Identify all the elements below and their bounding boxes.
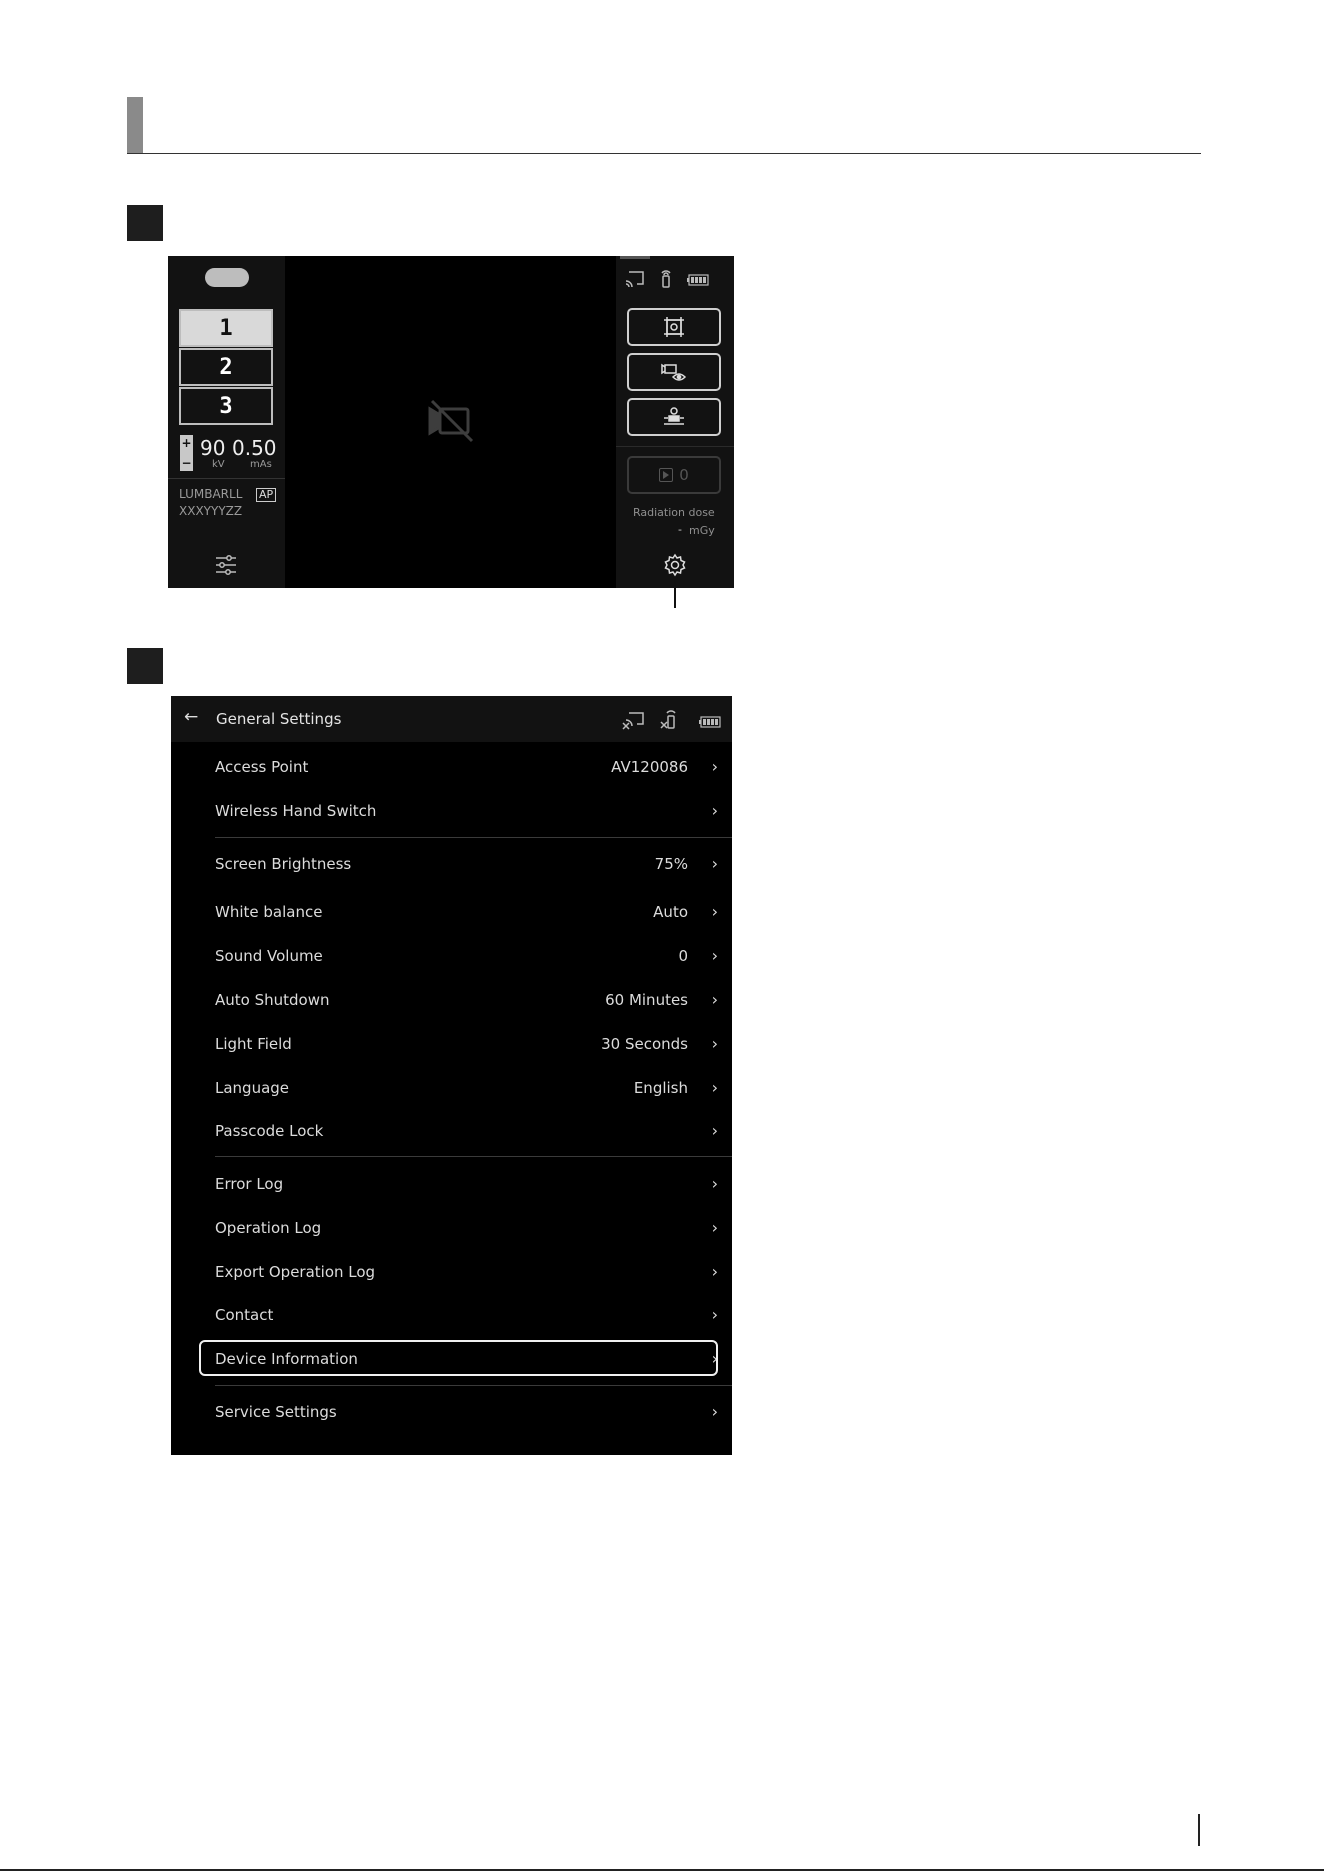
settings-row-auto-shutdown[interactable] xyxy=(171,981,732,1021)
settings-row-white-balance[interactable] xyxy=(171,893,732,933)
chevron-right-icon: › xyxy=(711,1034,718,1053)
settings-screen xyxy=(171,696,732,1455)
divider xyxy=(168,478,285,479)
settings-row-operation-log[interactable] xyxy=(171,1209,732,1249)
chevron-right-icon: › xyxy=(711,801,718,820)
collimator-icon xyxy=(663,316,685,338)
collimator-button[interactable] xyxy=(627,308,721,346)
row-label: Sound Volume xyxy=(215,947,323,965)
callout-line xyxy=(674,580,676,608)
kv-value: 90 xyxy=(200,436,226,460)
patient-id: XXXYYYZZ xyxy=(179,504,243,518)
sequence-button-1[interactable]: 1 xyxy=(179,309,273,347)
chevron-right-icon: › xyxy=(711,1218,718,1237)
section-divider xyxy=(215,1156,732,1157)
divider xyxy=(616,446,734,447)
sliders-icon[interactable] xyxy=(214,554,238,580)
right-panel xyxy=(616,256,734,588)
status-pill[interactable] xyxy=(205,268,249,287)
radiation-dose-label: Radiation dose xyxy=(633,506,715,519)
camera-eye-icon xyxy=(661,362,687,382)
patient-table-icon xyxy=(662,406,686,428)
mas-unit: mAs xyxy=(250,459,272,470)
row-value: 30 Seconds xyxy=(601,1035,688,1053)
row-label: Auto Shutdown xyxy=(215,991,330,1009)
preview-button[interactable] xyxy=(627,353,721,391)
chevron-right-icon: › xyxy=(711,1174,718,1193)
row-value: AV120086 xyxy=(611,758,688,776)
section-divider xyxy=(215,1385,732,1386)
chevron-right-icon: › xyxy=(711,1262,718,1281)
chevron-right-icon: › xyxy=(711,946,718,965)
chevron-right-icon: › xyxy=(711,1349,718,1368)
minus-icon[interactable]: − xyxy=(181,456,192,470)
settings-row-access-point[interactable] xyxy=(171,748,732,788)
row-label: Access Point xyxy=(215,758,309,776)
back-arrow-icon[interactable]: ← xyxy=(184,707,199,727)
battery-icon xyxy=(687,271,709,290)
chevron-right-icon: › xyxy=(711,1305,718,1324)
chevron-right-icon: › xyxy=(711,1078,718,1097)
row-value: 60 Minutes xyxy=(605,991,688,1009)
section-divider xyxy=(215,837,732,838)
image-counter-button[interactable] xyxy=(627,456,721,494)
mas-value: 0.50 xyxy=(232,436,277,460)
chevron-right-icon: › xyxy=(711,757,718,776)
remote-icon xyxy=(659,268,673,292)
left-panel xyxy=(168,256,285,588)
header-rule xyxy=(127,153,1201,154)
cast-icon xyxy=(624,269,646,293)
page-title: General Settings xyxy=(216,710,342,728)
row-label: Contact xyxy=(215,1306,274,1324)
settings-row-service-settings[interactable] xyxy=(171,1393,732,1433)
step-marker-2 xyxy=(127,648,163,684)
row-label: Service Settings xyxy=(215,1403,337,1421)
row-value: English xyxy=(633,1079,688,1097)
settings-row-sound-volume[interactable] xyxy=(171,937,732,977)
row-label: Wireless Hand Switch xyxy=(215,802,377,820)
row-label: Device Information xyxy=(215,1350,358,1368)
settings-header xyxy=(171,696,732,742)
row-label: Passcode Lock xyxy=(215,1122,324,1140)
top-indicator xyxy=(620,256,650,259)
chevron-right-icon: › xyxy=(711,1402,718,1421)
protocol-name: LUMBARLL xyxy=(179,487,243,501)
settings-row-wireless-hand-switch[interactable] xyxy=(171,792,732,832)
chevron-right-icon: › xyxy=(711,902,718,921)
settings-row-screen-brightness[interactable] xyxy=(171,845,732,885)
row-value: 0 xyxy=(678,947,688,965)
row-label: Screen Brightness xyxy=(215,855,352,873)
selection-highlight xyxy=(199,1340,718,1376)
chevron-right-icon: › xyxy=(711,854,718,873)
no-video-icon xyxy=(426,399,476,447)
chevron-right-icon: › xyxy=(711,1121,718,1140)
battery-icon xyxy=(699,713,721,732)
radiation-dose-value: - xyxy=(678,523,682,536)
radiation-dose-unit: mGy xyxy=(689,524,715,537)
settings-row-error-log[interactable] xyxy=(171,1165,732,1205)
row-label: Error Log xyxy=(215,1175,284,1193)
settings-row-passcode-lock[interactable] xyxy=(171,1112,732,1152)
gear-icon[interactable] xyxy=(663,553,687,581)
row-label: White balance xyxy=(215,903,323,921)
kv-unit: kV xyxy=(212,459,225,470)
step-marker-1 xyxy=(127,205,163,241)
row-label: Export Operation Log xyxy=(215,1263,376,1281)
camera-screen xyxy=(168,256,734,588)
sequence-button-2[interactable]: 2 xyxy=(179,348,273,386)
sequence-button-3[interactable]: 3 xyxy=(179,387,273,425)
row-label: Light Field xyxy=(215,1035,292,1053)
row-label: Operation Log xyxy=(215,1219,322,1237)
settings-row-language[interactable] xyxy=(171,1069,732,1109)
patient-position-button[interactable] xyxy=(627,398,721,436)
row-value: Auto xyxy=(653,903,688,921)
remote-disconnected-icon xyxy=(660,707,678,735)
cast-disconnected-icon xyxy=(622,710,646,734)
bottom-rule xyxy=(0,1869,1324,1871)
settings-row-contact[interactable] xyxy=(171,1296,732,1336)
chevron-right-icon: › xyxy=(711,990,718,1009)
settings-row-export-operation-log[interactable] xyxy=(171,1253,732,1293)
exposure-stepper[interactable] xyxy=(180,435,193,471)
section-marker xyxy=(127,97,143,153)
row-label: Language xyxy=(215,1079,290,1097)
view-badge: AP xyxy=(256,488,276,502)
play-icon xyxy=(659,468,673,482)
image-counter: 0 xyxy=(679,466,689,484)
plus-icon[interactable]: + xyxy=(181,436,192,450)
footer-marker xyxy=(1198,1814,1200,1846)
row-value: 75% xyxy=(654,855,688,873)
settings-row-light-field[interactable] xyxy=(171,1025,732,1065)
